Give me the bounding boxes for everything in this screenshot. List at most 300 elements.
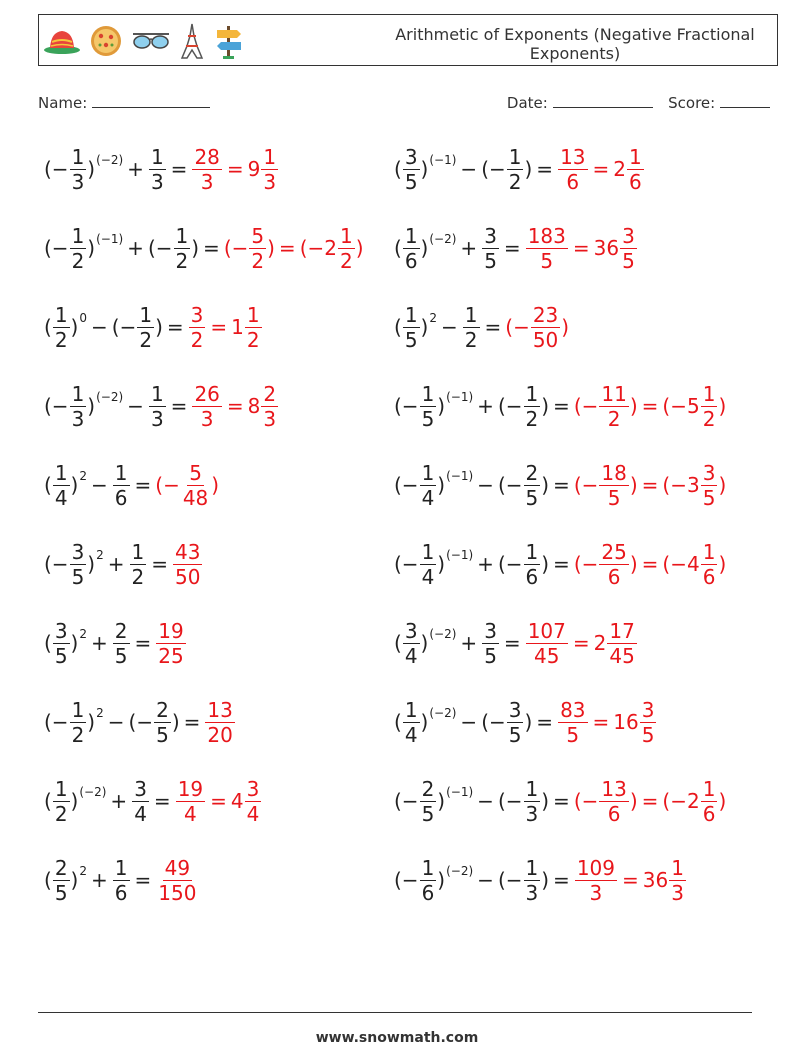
fraction <box>627 144 644 194</box>
denominator: 5 <box>156 722 169 747</box>
fraction <box>420 776 437 826</box>
worksheet-title: Arithmetic of Exponents (Negative Fractional Exponents) <box>395 25 755 63</box>
math-text: ) <box>70 868 79 892</box>
math-text: ) <box>718 473 727 497</box>
exponent: (−2) <box>96 389 124 404</box>
math-text: ) <box>541 552 550 576</box>
denominator: 4 <box>421 485 435 510</box>
operator: = <box>210 315 228 339</box>
fraction <box>70 144 87 194</box>
exponent: (−1) <box>446 389 474 404</box>
problem-expression <box>44 144 191 194</box>
numerator: 3 <box>404 618 418 643</box>
math-text: (− <box>573 473 599 497</box>
operator: + <box>477 394 494 418</box>
sombrero-icon <box>43 26 81 56</box>
numerator: 1 <box>150 144 164 169</box>
fraction <box>149 381 166 431</box>
numerator: 3 <box>641 697 655 722</box>
fraction <box>403 223 420 273</box>
numerator: 1 <box>702 539 716 564</box>
denominator: 2 <box>607 406 621 431</box>
denominator: 2 <box>702 406 716 431</box>
fraction <box>156 618 185 668</box>
operator: = <box>170 394 188 418</box>
math-text: (− <box>394 394 419 418</box>
problem-expression <box>394 302 505 352</box>
numerator: 11 <box>601 381 627 406</box>
operator: − <box>127 394 144 418</box>
fraction <box>524 539 541 589</box>
problem-item <box>394 377 764 435</box>
numerator: 17 <box>609 618 635 643</box>
problem-answer <box>525 618 638 668</box>
operator: = <box>641 394 659 418</box>
denominator: 6 <box>114 485 128 510</box>
exponent: (−1) <box>96 231 124 246</box>
math-text: (− <box>44 157 69 181</box>
numerator: 1 <box>114 460 128 485</box>
operator: = <box>226 157 244 181</box>
problem-answer <box>573 460 727 510</box>
denominator: 6 <box>525 564 539 589</box>
numerator: 3 <box>484 618 497 643</box>
math-text: ) <box>437 552 446 576</box>
numerator: 43 <box>175 539 201 564</box>
denominator: 50 <box>175 564 201 589</box>
problem-answer <box>573 381 727 431</box>
numerator: 1 <box>404 697 418 722</box>
math-text: ) <box>437 789 446 813</box>
denominator: 3 <box>263 169 277 194</box>
operator: − <box>477 868 494 892</box>
exponent: 2 <box>79 468 87 483</box>
exponent: 2 <box>429 310 437 325</box>
fraction <box>132 776 149 826</box>
fraction <box>575 855 617 905</box>
fraction <box>176 776 205 826</box>
denominator: 4 <box>246 801 260 826</box>
fraction <box>137 302 154 352</box>
operator: − <box>460 157 478 181</box>
numerator: 1 <box>71 697 85 722</box>
fraction <box>154 697 171 747</box>
fraction <box>599 539 628 589</box>
exponent: (−1) <box>446 784 474 799</box>
problem-grid <box>44 140 764 930</box>
math-text: ) <box>420 315 429 339</box>
problem-item <box>394 535 764 593</box>
numerator: 1 <box>71 223 85 248</box>
name-label: Name: <box>38 94 88 112</box>
fraction <box>70 223 87 273</box>
math-text: (−3 <box>662 473 700 497</box>
math-text: ) <box>155 315 163 339</box>
denominator: 5 <box>540 248 554 273</box>
problem-item <box>44 693 394 751</box>
header-icons <box>43 21 245 61</box>
fraction <box>669 855 686 905</box>
fraction <box>507 697 524 747</box>
math-text: (− <box>394 868 419 892</box>
problem-expression <box>394 776 574 826</box>
exponent: (−2) <box>79 784 107 799</box>
numerator: 3 <box>622 223 635 248</box>
numerator: 1 <box>54 776 68 801</box>
date-score-fields <box>507 93 770 112</box>
problem-answer <box>557 144 645 194</box>
denominator: 4 <box>404 643 418 668</box>
denominator: 5 <box>484 248 497 273</box>
footer-divider <box>38 1012 752 1013</box>
denominator: 5 <box>421 406 435 431</box>
numerator: 1 <box>175 223 189 248</box>
denominator: 50 <box>532 327 559 352</box>
exponent: (−2) <box>429 705 457 720</box>
problem-expression <box>44 223 224 273</box>
math-text: ) <box>70 789 79 813</box>
fraction <box>531 302 560 352</box>
exponent: 2 <box>79 863 87 878</box>
numerator: 13 <box>601 776 627 801</box>
numerator: 1 <box>525 776 539 801</box>
operator: = <box>641 552 659 576</box>
operator: + <box>477 552 494 576</box>
fraction <box>249 223 266 273</box>
problem-item <box>394 219 764 277</box>
operator: = <box>592 157 610 181</box>
denominator: 3 <box>150 406 164 431</box>
denominator: 6 <box>607 801 621 826</box>
numerator: 1 <box>54 460 68 485</box>
problem-answer <box>573 539 727 589</box>
denominator: 2 <box>525 406 539 431</box>
denominator: 5 <box>54 880 68 905</box>
math-text: (− <box>481 710 506 734</box>
denominator: 4 <box>404 722 418 747</box>
exponent: (−2) <box>429 231 457 246</box>
fraction <box>524 381 541 431</box>
denominator: 5 <box>114 643 128 668</box>
math-text: ( <box>44 868 52 892</box>
problem-expression <box>394 144 557 194</box>
problem-answer <box>155 460 220 510</box>
math-text: ) <box>561 315 570 339</box>
fraction <box>524 855 541 905</box>
math-text: ) <box>70 315 79 339</box>
operator: = <box>151 552 169 576</box>
problem-expression <box>394 618 525 668</box>
denominator: 2 <box>54 327 68 352</box>
numerator: 1 <box>404 223 418 248</box>
math-text: (− <box>128 710 154 734</box>
math-text: ) <box>718 394 727 418</box>
denominator: 5 <box>508 722 522 747</box>
pizza-icon <box>89 24 123 58</box>
operator: + <box>110 789 128 813</box>
operator: − <box>91 315 108 339</box>
problem-answer <box>573 776 727 826</box>
denominator: 5 <box>484 643 497 668</box>
fraction <box>53 776 70 826</box>
denominator: 45 <box>534 643 560 668</box>
exponent: (−1) <box>446 468 474 483</box>
math-text: 2 <box>613 157 627 181</box>
numerator: 3 <box>71 539 85 564</box>
numerator: 28 <box>194 144 220 169</box>
numerator: 3 <box>702 460 716 485</box>
denominator: 5 <box>54 643 68 668</box>
operator: = <box>536 157 554 181</box>
operator: = <box>572 631 590 655</box>
denominator: 5 <box>566 722 580 747</box>
math-text: 1 <box>231 315 244 339</box>
numerator: 1 <box>525 381 539 406</box>
math-text: ( <box>394 710 402 734</box>
fraction <box>403 302 420 352</box>
math-text: (−2 <box>662 789 700 813</box>
glasses-icon <box>131 28 171 54</box>
denominator: 2 <box>246 327 260 352</box>
denominator: 20 <box>207 722 233 747</box>
denominator: 6 <box>607 564 621 589</box>
fraction <box>53 855 70 905</box>
fraction <box>482 223 499 273</box>
fraction <box>403 144 420 194</box>
math-text: ( <box>394 157 402 181</box>
math-text: (− <box>497 473 523 497</box>
fraction <box>620 223 637 273</box>
problem-item <box>394 140 764 198</box>
math-text: ( <box>394 315 402 339</box>
fraction <box>524 460 541 510</box>
fraction <box>261 144 278 194</box>
operator: = <box>134 631 152 655</box>
problem-expression <box>44 302 188 352</box>
math-text: (−2 <box>299 236 337 260</box>
problem-expression <box>44 460 155 510</box>
problem-item <box>44 219 394 277</box>
numerator: 1 <box>339 223 353 248</box>
operator: + <box>127 157 144 181</box>
operator: = <box>210 789 227 813</box>
fraction <box>558 144 587 194</box>
math-text: (− <box>505 315 530 339</box>
denominator: 3 <box>589 880 603 905</box>
math-text: ( <box>44 473 52 497</box>
operator: = <box>553 473 570 497</box>
denominator: 6 <box>702 801 716 826</box>
numerator: 3 <box>246 776 260 801</box>
fraction <box>53 460 70 510</box>
fraction <box>599 460 628 510</box>
exponent: (−2) <box>96 152 124 167</box>
math-text: ) <box>420 236 429 260</box>
math-text: (− <box>44 394 69 418</box>
math-text: ) <box>70 473 79 497</box>
operator: = <box>278 236 296 260</box>
numerator: 1 <box>114 855 128 880</box>
numerator: 1 <box>150 381 164 406</box>
math-text: ) <box>629 473 638 497</box>
problem-item <box>394 456 764 514</box>
problem-item <box>44 851 394 909</box>
denominator: 2 <box>339 248 353 273</box>
math-text: (− <box>155 473 180 497</box>
numerator: 109 <box>576 855 615 880</box>
problem-expression <box>394 381 574 431</box>
operator: − <box>107 710 125 734</box>
numerator: 1 <box>508 144 522 169</box>
math-text: (− <box>111 315 137 339</box>
math-text: ) <box>355 236 364 260</box>
numerator: 1 <box>263 144 277 169</box>
problem-item <box>44 140 394 198</box>
exponent: 2 <box>96 705 104 720</box>
operator: + <box>460 236 478 260</box>
problem-answer <box>525 223 638 273</box>
fraction <box>338 223 355 273</box>
math-text: (− <box>394 789 419 813</box>
math-text: 16 <box>613 710 639 734</box>
problem-item <box>394 298 764 356</box>
problem-item <box>394 851 764 909</box>
denominator: 6 <box>566 169 580 194</box>
operator: = <box>183 710 201 734</box>
math-text: (−4 <box>662 552 700 576</box>
operator: + <box>91 868 108 892</box>
numerator: 49 <box>164 855 191 880</box>
denominator: 6 <box>629 169 642 194</box>
operator: = <box>203 236 220 260</box>
fraction <box>507 144 524 194</box>
denominator: 2 <box>464 327 478 352</box>
math-text: ) <box>629 394 638 418</box>
math-text: (− <box>44 552 69 576</box>
denominator: 5 <box>525 485 539 510</box>
score-blank[interactable] <box>720 93 770 108</box>
denominator: 2 <box>71 722 85 747</box>
denominator: 6 <box>421 880 435 905</box>
score-label: Score: <box>668 94 716 112</box>
math-text: ( <box>44 631 52 655</box>
math-text: (− <box>147 236 173 260</box>
operator: − <box>91 473 108 497</box>
operator: − <box>477 789 494 813</box>
math-text: ) <box>70 631 79 655</box>
operator: = <box>134 868 152 892</box>
operator: + <box>107 552 125 576</box>
problem-expression <box>44 539 172 589</box>
numerator: 23 <box>532 302 559 327</box>
problem-expression <box>44 855 155 905</box>
fraction <box>113 460 130 510</box>
operator: = <box>553 789 570 813</box>
name-field <box>38 93 210 112</box>
fraction <box>113 855 130 905</box>
numerator: 13 <box>560 144 586 169</box>
denominator: 25 <box>158 643 184 668</box>
numerator: 1 <box>71 381 85 406</box>
denominator: 3 <box>525 880 539 905</box>
operator: = <box>553 552 570 576</box>
problem-answer <box>188 302 263 352</box>
denominator: 2 <box>190 327 204 352</box>
exponent: 2 <box>79 626 87 641</box>
numerator: 1 <box>702 776 716 801</box>
operator: = <box>503 631 521 655</box>
name-blank[interactable] <box>92 93 210 108</box>
fraction <box>640 697 657 747</box>
worksheet-header <box>38 14 778 66</box>
math-text: ( <box>44 789 52 813</box>
fraction <box>420 539 437 589</box>
problem-expression <box>394 460 574 510</box>
denominator: 5 <box>421 801 435 826</box>
numerator: 2 <box>421 776 435 801</box>
problem-expression <box>44 618 155 668</box>
math-text: ) <box>87 710 96 734</box>
math-text: ) <box>420 631 429 655</box>
math-text: ) <box>629 552 638 576</box>
denominator: 6 <box>702 564 716 589</box>
operator: + <box>127 236 144 260</box>
numerator: 1 <box>404 302 418 327</box>
fraction <box>420 460 437 510</box>
fraction <box>174 223 191 273</box>
fraction <box>701 460 718 510</box>
operator: = <box>484 315 502 339</box>
numerator: 3 <box>54 618 68 643</box>
math-text: ) <box>87 552 96 576</box>
operator: = <box>641 789 659 813</box>
problem-answer <box>191 144 279 194</box>
footer-url: www.snowmath.com <box>315 1030 479 1046</box>
math-text: (− <box>497 868 523 892</box>
fraction <box>156 855 198 905</box>
math-text: ( <box>44 315 52 339</box>
fraction <box>420 855 437 905</box>
numerator: 83 <box>560 697 586 722</box>
denominator: 4 <box>134 801 147 826</box>
denominator: 3 <box>263 406 277 431</box>
math-text: ) <box>541 789 550 813</box>
exponent: (−2) <box>446 863 474 878</box>
fraction <box>173 539 202 589</box>
math-text: (− <box>573 552 599 576</box>
math-text: ( <box>394 236 402 260</box>
operator: = <box>226 394 244 418</box>
exponent: 0 <box>79 310 87 325</box>
date-blank[interactable] <box>553 93 653 108</box>
fraction <box>70 381 87 431</box>
fraction <box>205 697 234 747</box>
denominator: 4 <box>184 801 197 826</box>
problem-expression <box>394 855 574 905</box>
operator: = <box>622 868 639 892</box>
operator: = <box>553 868 570 892</box>
fraction <box>192 144 221 194</box>
math-text: ) <box>191 236 200 260</box>
math-text: ) <box>541 394 550 418</box>
numerator: 25 <box>601 539 627 564</box>
exponent: (−2) <box>429 626 457 641</box>
fraction <box>599 776 628 826</box>
problem-expression <box>44 697 204 747</box>
denominator: 4 <box>421 564 435 589</box>
math-text: ) <box>437 473 446 497</box>
denominator: 2 <box>54 801 68 826</box>
